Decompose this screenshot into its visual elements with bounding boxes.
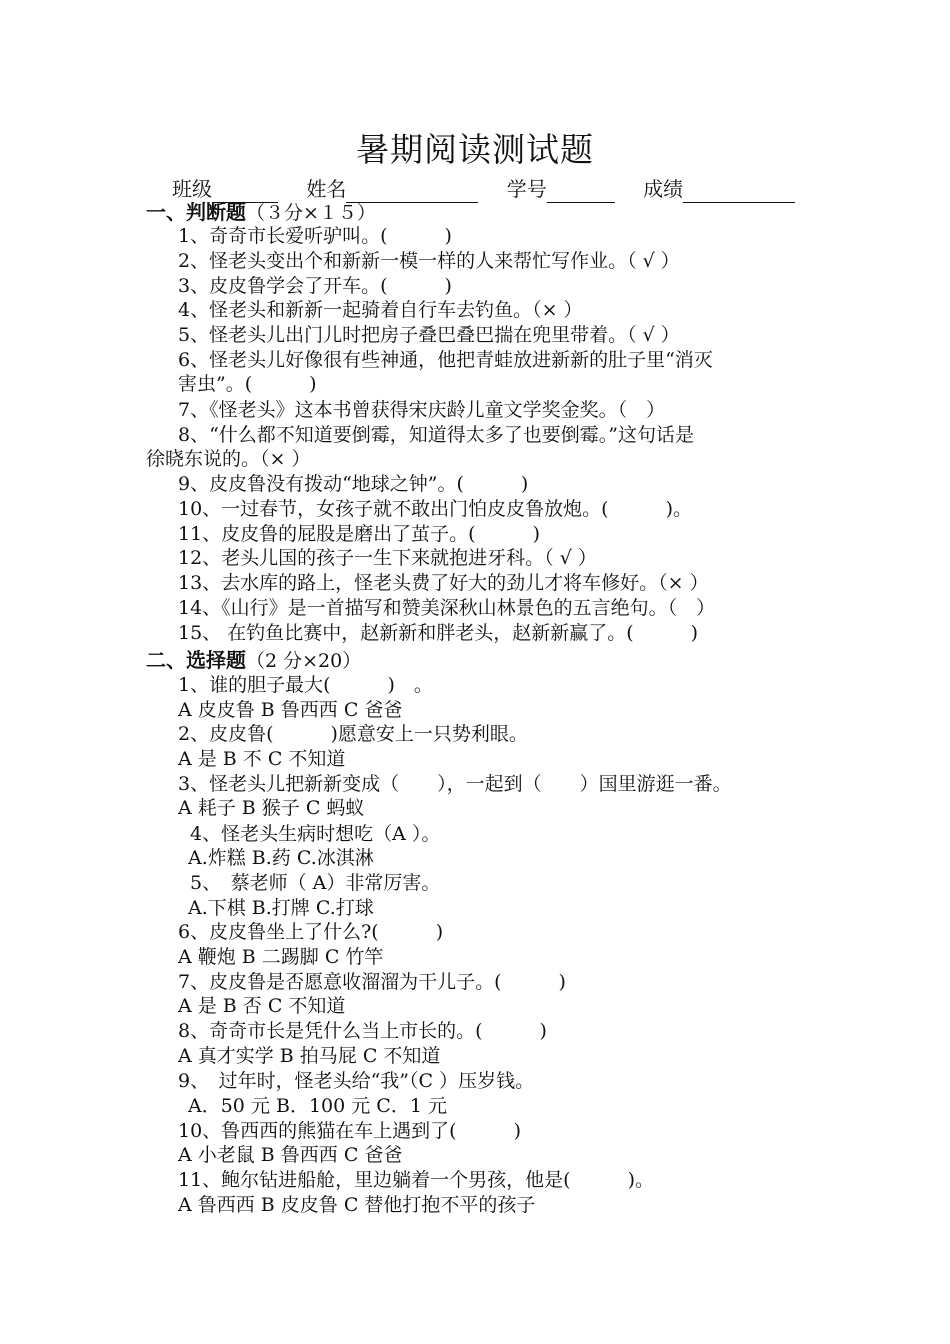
judge-item-9: 9、皮皮鲁没有拨动“地球之钟”。( ) xyxy=(178,473,529,495)
choice-q7-options: A 是 B 否 C 不知道 xyxy=(178,995,346,1017)
choice-q8: 8、奇奇市长是凭什么当上市长的。( ) xyxy=(178,1020,547,1042)
section-title: 一、判断题 xyxy=(146,200,246,224)
choice-q4: 4、怪老头生病时想吃（A ）。 xyxy=(190,823,441,845)
choice-q10-options: A 小老鼠 B 鲁西西 C 爸爸 xyxy=(178,1144,403,1166)
judge-item-5: 5、怪老头儿出门儿时把房子叠巴叠巴揣在兜里带着。（ √ ） xyxy=(178,324,680,346)
judge-item-2: 2、怪老头变出个和新新一模一样的人来帮忙写作业。（ √ ） xyxy=(178,250,680,272)
choice-q8-options: A 真才实学 B 拍马屁 C 不知道 xyxy=(178,1045,441,1067)
score-blank[interactable] xyxy=(683,180,795,203)
choice-q11-options: A 鲁西西 B 皮皮鲁 C 替他打抱不平的孩子 xyxy=(178,1194,536,1216)
judge-item-12: 12、老头儿国的孩子一生下来就抱进牙科。（ √ ） xyxy=(178,547,597,569)
choice-q7: 7、皮皮鲁是否愿意收溜溜为干儿子。( ) xyxy=(178,971,566,993)
judge-item-6: 6、怪老头儿好像很有些神通，他把青蛙放进新新的肚子里“消灭 xyxy=(178,349,713,371)
choice-q4-options: A.炸糕 B.药 C.冰淇淋 xyxy=(188,847,374,869)
choice-q9: 9、 过年时，怪老头给“我”（C ）压岁钱。 xyxy=(178,1070,535,1092)
judge-item-13: 13、去水库的路上，怪老头费了好大的劲儿才将车修好。（× ） xyxy=(178,572,709,594)
judge-item-3: 3、皮皮鲁学会了开车。( ) xyxy=(178,275,452,297)
id-label: 学号 xyxy=(506,177,547,201)
judge-item-15: 15、 在钓鱼比赛中，赵新新和胖老头，赵新新赢了。( ) xyxy=(178,622,699,644)
section-heading-choice xyxy=(146,648,361,673)
name-label: 姓名 xyxy=(306,177,347,201)
judge-item-1: 1、奇奇市长爱听驴叫。( ) xyxy=(178,225,452,247)
judge-item-6-cont: 害虫”。( ) xyxy=(178,373,317,395)
choice-q5-options: A.下棋 B.打牌 C.打球 xyxy=(188,897,374,919)
choice-q1-options: A 皮皮鲁 B 鲁西西 C 爸爸 xyxy=(178,699,403,721)
choice-q6-options: A 鞭炮 B 二踢脚 C 竹竿 xyxy=(178,946,384,968)
choice-q5: 5、 蔡老师（ A）非常厉害。 xyxy=(190,872,441,894)
section-points: （３分×１５） xyxy=(246,202,376,224)
page-title: 暑期阅读测试题 xyxy=(356,130,594,169)
section-heading-judge xyxy=(146,200,376,225)
judge-item-11: 11、皮皮鲁的屁股是磨出了茧子。( ) xyxy=(178,523,541,545)
judge-item-4: 4、怪老头和新新一起骑着自行车去钓鱼。（× ） xyxy=(178,299,583,321)
student-info-row xyxy=(172,175,832,203)
section-points: （2 分×20） xyxy=(246,650,362,672)
choice-q2-options: A 是 B 不 C 不知道 xyxy=(178,748,346,770)
judge-item-8: 8、“什么都不知道要倒霉，知道得太多了也要倒霉。”这句话是 xyxy=(178,424,695,446)
id-blank[interactable] xyxy=(547,180,615,203)
choice-q9-options: A．50 元 B．100 元 C．1 元 xyxy=(188,1095,447,1117)
score-label: 成绩 xyxy=(643,177,684,201)
choice-q3-options: A 耗子 B 猴子 C 蚂蚁 xyxy=(178,797,365,819)
choice-q11: 11、鲍尔钻进船舱，里边躺着一个男孩，他是( )。 xyxy=(178,1169,655,1191)
choice-q6: 6、皮皮鲁坐上了什么?( ) xyxy=(178,921,444,943)
choice-q2: 2、皮皮鲁( )愿意安上一只势利眼。 xyxy=(178,723,528,745)
choice-q3: 3、怪老头儿把新新变成（ ），一起到（ ）国里游逛一番。 xyxy=(178,773,732,795)
choice-q1: 1、谁的胆子最大( ) 。 xyxy=(178,674,433,696)
judge-item-7: 7、《怪老头》这本书曾获得宋庆龄儿童文学奖金奖。（ ） xyxy=(178,399,666,421)
judge-item-10: 10、一过春节，女孩子就不敢出门怕皮皮鲁放炮。( )。 xyxy=(178,498,693,520)
choice-q10: 10、鲁西西的熊猫在车上遇到了( ) xyxy=(178,1120,522,1142)
judge-item-8-cont: 徐晓东说的。（× ） xyxy=(146,448,311,470)
class-label: 班级 xyxy=(172,177,212,201)
judge-item-14: 14、《山行》是一首描写和赞美深秋山林景色的五言绝句。（ ） xyxy=(178,597,716,619)
section-title: 二、选择题 xyxy=(146,648,246,672)
